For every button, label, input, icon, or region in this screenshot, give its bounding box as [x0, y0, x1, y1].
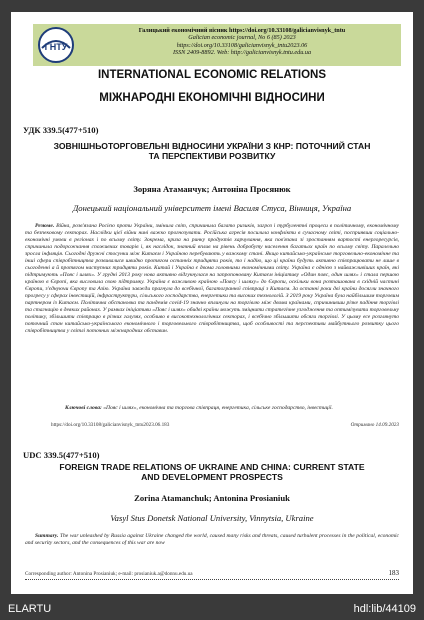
viewer-source-label: ELARTU: [8, 603, 52, 615]
section-title-en: INTERNATIONAL ECONOMIC RELATIONS: [97, 69, 327, 81]
abstract-en: [25, 533, 399, 547]
journal-title-en: Galician economic journal, No 6 (85) 2023: [188, 34, 296, 42]
section-title-ua: МІЖНАРОДНІ ЕКОНОМІЧНІ ВІДНОСИНИ: [99, 92, 325, 104]
logo-text: ГНТУ: [44, 42, 68, 52]
udc-ua: УДК 339.5(477+510): [23, 125, 99, 135]
article-doi-link[interactable]: https://doi.org/10.33108/galicianvisnyk_tntu2023.06.183: [51, 422, 170, 428]
abstract-label-en: Summary.: [35, 533, 59, 539]
abstract-label-ua: Резюме.: [35, 223, 55, 229]
abstract-ua: [25, 223, 399, 335]
journal-info: [87, 27, 397, 56]
footer-divider: [25, 579, 399, 580]
abstract-text-ua: Війна, розв'язана Росією проти України, змінила світ, спричинила багато ризиків, загроз і турбулентні процеси в політичному, економічному та безпековому секторах. Наслідки цієї війни нині важко прогнозувати. Російська агресія посилила конфлікти в сучасному світі, посприявши соціально-економічні умови в регіонах і по всьому світу. Зокрема, криза на ринку продуктів харчування, яка пов'язана зі зростанням вартості енергоресурсів, спричинила подорожчання споживчих товарів і, як наслідок, значний вплив на рівень добробуту населення багатьох країн по всьому світу. Паралельно зросла інфляція. Сьогодні дружні стосунки між Китаєм і Україною перебувають у важкому стані. Якщо китайсько-українське торговельно-економічне та інші сфери співробітництва розвивалися швидко протягом останніх тридцяти років, то і надію, що ці країни будуть активно співпрацювати не лише в сьогоденні а й протягом наступних тридцяти років. Китай і Україна є двома головними економічними світу. Україна є однією з найважливіших країн, які підтримують «Пояс і шлях». У грудні 2013 року нова активно відгукнулася на запропоновану Китаєм ініціативу «Один пояс, один шлях» і стала першою країною в Європі, яка висловила свою підтримку. Україна є важливою країною «Поясу і шляху» до Європи, оскільки вона розташована в східній частині Європи, з'єднуючи Європу та Азію. Україна завжди прагнула до всебічної, багатогранної співпраці з Китаєм. За останні роки дві країни досягли значного прогресу у сферах інвестицій, інфраструктури, сільського господарства, енергетики та високих технологій. З 2019 року Україна була найбільшим торговим партнером із Китаєм. Політична обстановка та пандемія covid-19 значно вплинули на торгівлю між двома країнами, спричинивши різке падіння торгівлі та стагнацію в деяких районах. У рамках ініціативи «Пояс і шлях» обидві країни можуть зміцнити стратегічне узгодження та оптимізувати торговельну політику, збільшити співпрацю в різних галузях, особливо в високотехнологічних секторах, і всебічно збільшити обсяги торгівлі. У цьому есе розглянуто поточний стан китайсько-українського економічного і торговельного співробітництва, щоб особливості та перспективи майбутнього розвитку цього співробітництва у світлі поточних міжнародних обставин.: [25, 223, 399, 334]
abstract-text-en: The war unleashed by Russia against Ukraine changed the world, caused many risks and threats, caused turbulent processes in the political, economic and security sectors, and the consequences of this war are now: [25, 533, 399, 546]
journal-header: [33, 24, 401, 66]
journal-title-ua: Галицький економічний вісник https://doi.org/10.33108/galicianvisnyk_tntu: [138, 27, 346, 34]
keywords-text-ua: «Пояс і шлях», економічна та торгова співпраця, енергетика, сільське господарство, інвестиції.: [103, 405, 333, 411]
received-date: Отримано 14.09.2023: [350, 422, 399, 428]
corresponding-author: Corresponding author: Antonina Prosianiuk; e-mail: prosianiuk.a@donnu.edu.ua: [25, 571, 193, 577]
page-number: 183: [388, 569, 399, 577]
article-title-en: FOREIGN TRADE RELATIONS OF UKRAINE AND CHINA: CURRENT STATE AND DEVELOPMENT PROSPECTS: [59, 462, 365, 482]
viewer-handle-label[interactable]: hdl:lib/44109: [353, 603, 416, 615]
journal-issn[interactable]: ISSN 2409-8892. Web: http://galicianvisnyk.tntu.edu.ua: [172, 48, 312, 56]
authors-ua: Зоряна Атаманчук; Антоніна Просянюк: [133, 184, 291, 194]
affiliation-en: Vasyl Stus Donetsk National University, Vinnytsia, Ukraine: [110, 513, 314, 523]
affiliation-ua: Донецький національний університет імені Василя Стуса, Вінниця, Україна: [72, 203, 352, 213]
journal-doi[interactable]: https://doi.org/10.33108/galicianvisnyk_tntu2023.06: [176, 41, 308, 49]
journal-logo-icon: [36, 26, 76, 64]
keywords-label-ua: Ключові слова:: [65, 405, 102, 411]
article-title-ua: ЗОВНІШНЬОТОРГОВЕЛЬНІ ВІДНОСИНИ УКРАЇНИ З КНР: ПОТОЧНИЙ СТАН ТА ПЕРСПЕКТИВИ РОЗВИТКУ: [53, 141, 371, 161]
keywords-ua: [25, 405, 399, 412]
journal-page: [11, 12, 413, 594]
authors-en: Zorina Atamanchuk; Antonina Prosianiuk: [134, 493, 290, 503]
udc-en: UDC 339.5(477+510): [23, 450, 100, 460]
